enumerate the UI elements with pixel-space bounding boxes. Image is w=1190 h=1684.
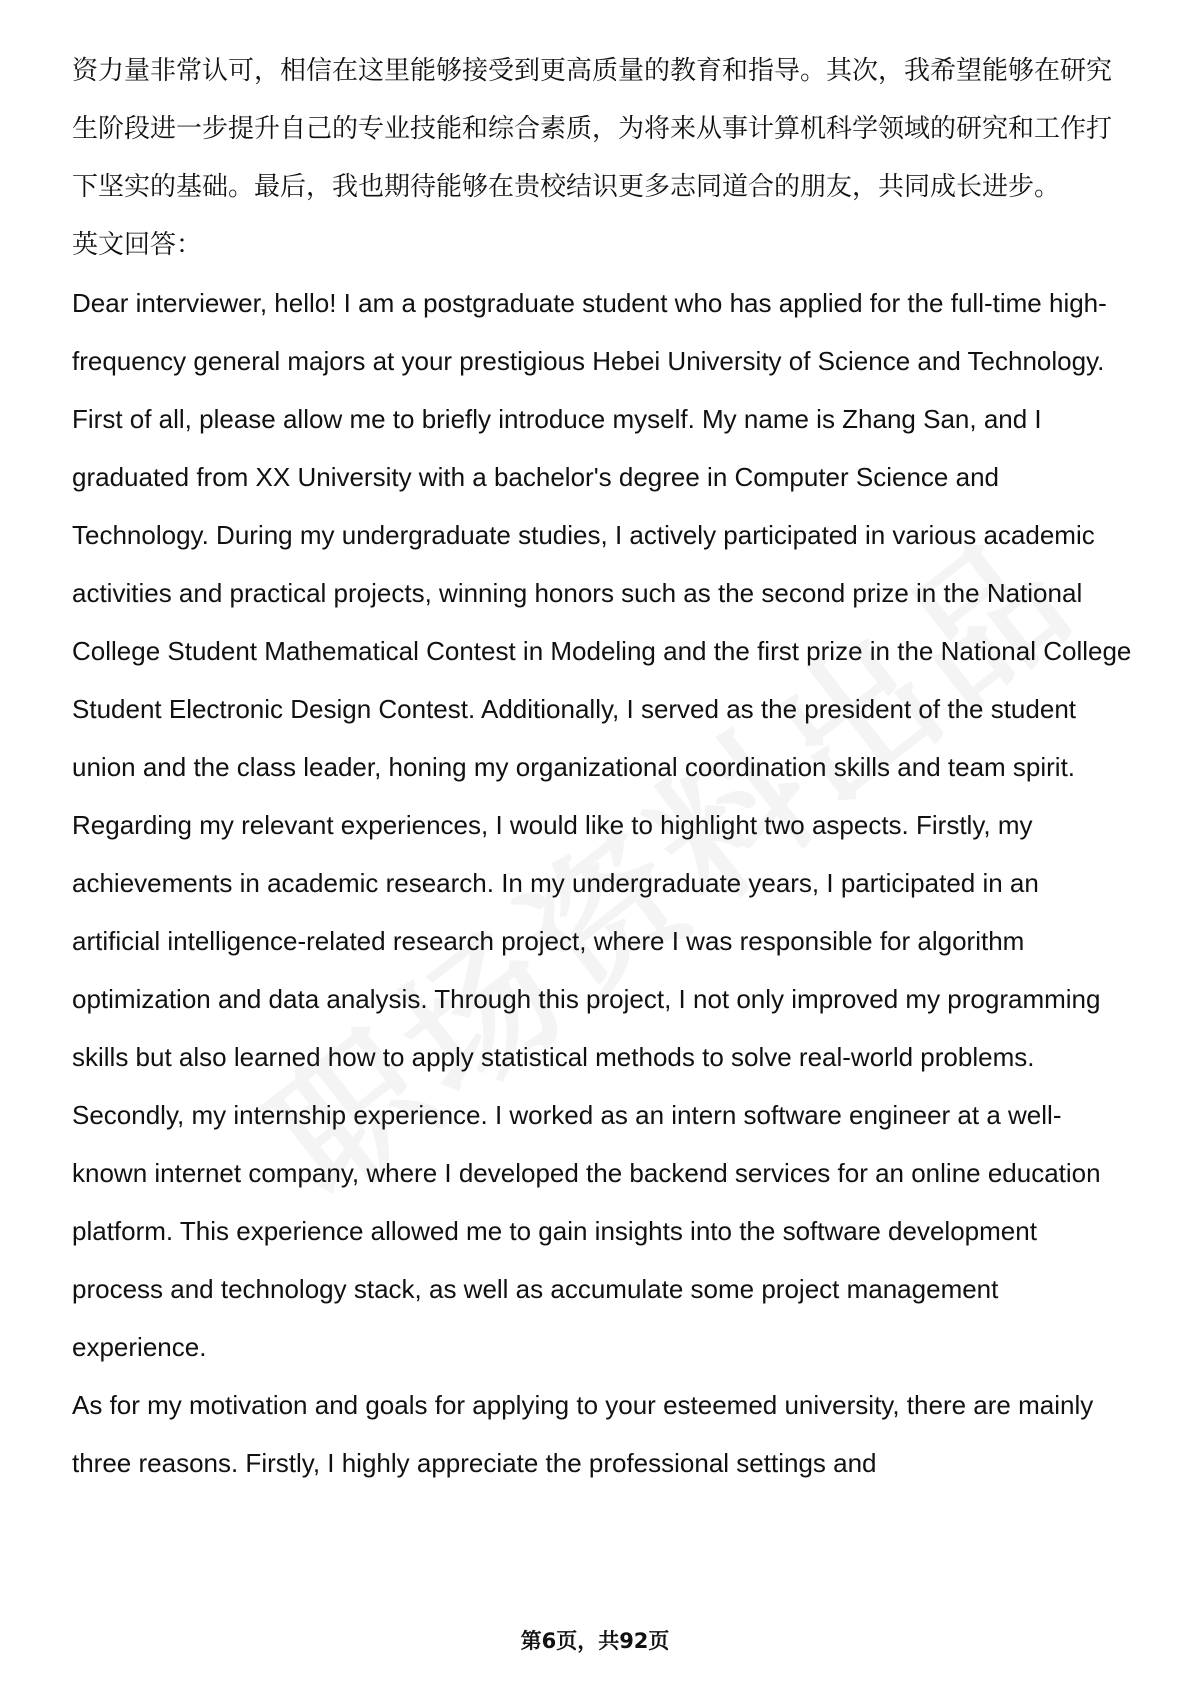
- chinese-answer-tail: 资力量非常认可，相信在这里能够接受到更高质量的教育和指导。其次，我希望能够在研究生阶段进一步提升自己的专业技能和综合素质，为将来从事计算机科学领域的研究和工作打下坚实的基础。最后，我也期待能够在贵校结识更多志同道合的朋友，共同成长进步。: [72, 56, 1113, 202]
- english-answer-intro: Dear interviewer, hello! I am a postgraduate student who has applied for the full-time high-frequency general majors at your prestigious Hebei University of Science and Technology. First of all, please allow me to briefly introduce myself. My name is Zhang San, and I graduated from XX University with a bachelor's degree in Computer Science and Technology. During my undergraduate studies, I actively participated in various academic activities and practical projects, winning honors such as the second prize in the National College Student Mathematical Contest in Modeling and the first prize in the National College Student Electronic Design Contest. Additionally, I served as the president of the student union and the class leader, honing my organizational coordination skills and team spirit. Regarding my relevant experiences, I would like to highlight two aspects. Firstly, my achievements in academic research. In my undergraduate years, I participated in an artificial intelligence-related research project, where I was responsible for algorithm optimization and data analysis. Through this project, I not only improved my programming skills but also learned how to apply statistical methods to solve real-world problems. Secondly, my internship experience. I worked as an intern software engineer at a well-known internet company, where I developed the backend services for an online education platform. This experience allowed me to gain insights into the software development process and technology stack, as well as accumulate some project management experience.: [72, 288, 1132, 1362]
- document-body: [72, 42, 1132, 1492]
- english-answer-heading: 英文回答：: [72, 230, 203, 260]
- page-number: 第6页，共92页: [520, 1629, 670, 1653]
- english-answer-motivation: As for my motivation and goals for applying to your esteemed university, there are mainly three reasons. Firstly, I highly appreciate the professional settings and: [72, 1390, 1094, 1478]
